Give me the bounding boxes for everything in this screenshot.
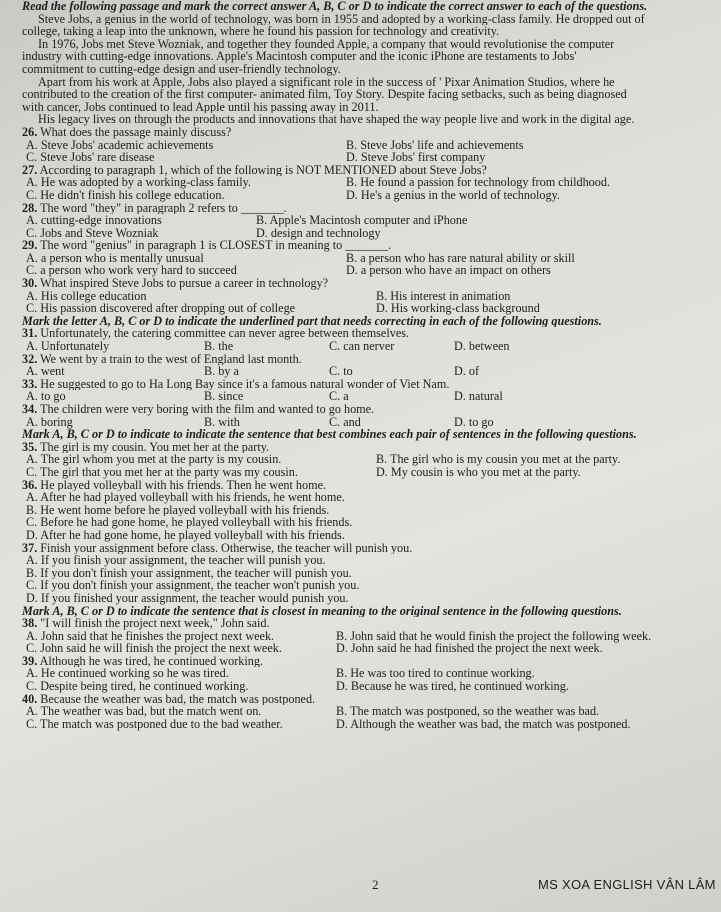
option-a[interactable]: A. went xyxy=(26,364,65,379)
option-a[interactable]: A. If you finish your assignment, the teacher will punish you. xyxy=(26,554,326,567)
question-stem: The girl is my cousin. You met her at the party. xyxy=(40,440,270,454)
option-a[interactable]: A. Steve Jobs' academic achievements xyxy=(26,137,214,152)
option-a[interactable]: A. boring xyxy=(26,414,73,429)
option-d[interactable]: D. of xyxy=(454,364,480,379)
option-a[interactable]: A. John said that he finishes the project next week. xyxy=(26,628,275,643)
question-31 xyxy=(22,327,712,352)
question-number: 35. xyxy=(22,440,38,454)
question-33 xyxy=(22,378,712,403)
option-b[interactable]: B. The girl who is my cousin you met at the party. xyxy=(376,452,621,467)
question-number: 38. xyxy=(22,617,38,630)
section-instruction: Mark the letter A, B, C or D to indicate the underlined part that needs correcting in each of the following questions. xyxy=(22,314,602,328)
option-d[interactable]: D. My cousin is who you met at the party. xyxy=(376,464,581,479)
question-number: 32. xyxy=(22,352,38,366)
passage-instruction: Read the following passage and mark the correct answer A, B, C or D to indicate the correct answer to each of the questions. xyxy=(22,0,648,13)
option-c[interactable]: C. a person who work very hard to succeed xyxy=(26,263,237,278)
question-number: 27. xyxy=(22,163,38,177)
passage-line: Apart from his work at Apple, Jobs also played a significant role in the success of ' Pixar Animation Studios, where he xyxy=(38,75,615,89)
question-stem: The word "they" in paragraph 2 refers to _______. xyxy=(40,201,287,215)
question-40 xyxy=(22,693,712,731)
question-number: 34. xyxy=(22,403,38,416)
passage-line: In 1976, Jobs met Steve Wozniak, and together they founded Apple, a company that would revolutionise the computer xyxy=(38,37,615,51)
option-d[interactable]: D. After he had gone home, he played volleyball with his friends. xyxy=(26,528,345,542)
question-37 xyxy=(22,542,712,605)
option-d[interactable]: D. His working-class background xyxy=(376,301,540,316)
option-b[interactable]: B. If you don't finish your assignment, the teacher will punish you. xyxy=(26,566,352,580)
question-stem: He played volleyball with his friends. Then he went home. xyxy=(40,478,327,492)
question-number: 31. xyxy=(22,327,38,341)
question-stem: He suggested to go to Ha Long Bay since it's a famous natural wonder of Viet Nam. xyxy=(40,377,450,391)
question-stem: What inspired Steve Jobs to pursue a career in technology? xyxy=(40,277,329,290)
question-29 xyxy=(22,239,712,277)
option-b[interactable]: B. He was too tired to continue working. xyxy=(336,666,535,681)
option-b[interactable]: B. the xyxy=(204,339,234,354)
option-a[interactable]: A. The girl whom you met at the party is my cousin. xyxy=(26,452,282,467)
question-number: 40. xyxy=(22,692,38,706)
option-d[interactable]: D. Steve Jobs' first company xyxy=(346,150,486,165)
option-c[interactable]: C. a xyxy=(329,389,349,404)
passage-line: contributed to the creation of the first computer- animated film, Toy Story. Despite facing setbacks, such as being diagnosed xyxy=(22,88,627,101)
question-stem: Although he was tired, he continued working. xyxy=(39,654,264,668)
question-28 xyxy=(22,202,712,240)
option-b[interactable]: B. He found a passion for technology from childhood. xyxy=(346,175,611,190)
option-c[interactable]: C. He didn't finish his college education. xyxy=(26,187,225,202)
option-b[interactable]: B. since xyxy=(204,389,244,404)
option-c[interactable]: C. Jobs and Steve Wozniak xyxy=(26,225,159,240)
option-b[interactable]: B. John said that he would finish the project the following week. xyxy=(336,628,652,643)
worksheet-content xyxy=(22,0,712,730)
option-d[interactable]: D. natural xyxy=(454,389,503,404)
option-c[interactable]: C. The girl that you met her at the party was my cousin. xyxy=(26,464,298,479)
option-c[interactable]: C. The match was postponed due to the bad weather. xyxy=(26,716,283,731)
question-stem: What does the passage mainly discuss? xyxy=(40,125,232,139)
passage-line: industry with cutting-edge innovations. Apple's Macintosh computer and the iconic iPhone are testaments to Jobs' xyxy=(22,50,577,63)
option-d[interactable]: D. He's a genius in the world of technology. xyxy=(346,187,560,202)
question-32 xyxy=(22,353,712,378)
option-a[interactable]: A. He continued working so he was tired. xyxy=(26,666,229,681)
option-b[interactable]: B. by a xyxy=(204,364,239,379)
passage-line: with cancer, Jobs continued to lead Apple until his passing away in 2011. xyxy=(22,100,379,114)
option-d[interactable]: D. Because he was tired, he continued working. xyxy=(336,679,569,694)
option-c[interactable]: C. and xyxy=(329,414,361,429)
option-b[interactable]: B. Apple's Macintosh computer and iPhone xyxy=(256,213,468,228)
option-d[interactable]: D. Although the weather was bad, the match was postponed. xyxy=(336,716,631,731)
option-b[interactable]: B. with xyxy=(204,414,240,429)
option-a[interactable]: A. to go xyxy=(26,389,66,404)
brand-label: MS XOA ENGLISH VÂN LÂM xyxy=(538,877,716,892)
option-b[interactable]: B. Steve Jobs' life and achievements xyxy=(346,137,524,152)
question-stem: Finish your assignment before class. Otherwise, the teacher will punish you. xyxy=(40,541,413,555)
question-stem: Because the weather was bad, the match was postponed. xyxy=(40,692,316,706)
page-number: 2 xyxy=(372,877,379,892)
question-stem: The children were very boring with the film and wanted to go home. xyxy=(40,403,375,416)
option-b[interactable]: B. The match was postponed, so the weather was bad. xyxy=(336,704,600,719)
question-35 xyxy=(22,441,712,479)
option-b[interactable]: B. He went home before he played volleyball with his friends. xyxy=(26,503,330,517)
question-number: 39. xyxy=(22,654,38,668)
option-d[interactable]: D. If you finished your assignment, the teacher would punish you. xyxy=(26,591,349,605)
question-39 xyxy=(22,655,712,693)
question-38 xyxy=(22,617,712,655)
question-26 xyxy=(22,126,712,164)
option-d[interactable]: D. John said he had finished the project the next week. xyxy=(336,641,603,656)
option-d[interactable]: D. a person who have an impact on others xyxy=(346,263,551,278)
option-a[interactable]: A. After he had played volleyball with his friends, he went home. xyxy=(26,491,345,504)
option-c[interactable]: C. Steve Jobs' rare disease xyxy=(26,150,155,165)
question-34 xyxy=(22,403,712,428)
option-d[interactable]: D. between xyxy=(454,339,510,354)
question-36 xyxy=(22,479,712,542)
question-number: 36. xyxy=(22,478,38,492)
option-c[interactable]: C. His passion discovered after dropping out of college xyxy=(26,301,296,316)
question-number: 33. xyxy=(22,377,38,391)
question-30 xyxy=(22,277,712,315)
question-number: 28. xyxy=(22,201,38,215)
passage-line: commitment to cutting-edge design and user-friendly technology. xyxy=(22,62,341,76)
option-a[interactable]: A. He was adopted by a working-class family. xyxy=(26,175,251,190)
option-c[interactable]: C. If you don't finish your assignment, the teacher won't punish you. xyxy=(26,579,360,592)
option-b[interactable]: B. a person who has rare natural ability or skill xyxy=(346,250,575,265)
question-stem: According to paragraph 1, which of the following is NOT MENTIONED about Steve Jobs? xyxy=(39,163,487,177)
option-c[interactable]: C. to xyxy=(329,364,353,379)
option-d[interactable]: D. to go xyxy=(454,414,494,429)
option-a[interactable]: A. Unfortunately xyxy=(26,339,110,354)
question-stem: Unfortunately, the catering committee can never agree between themselves. xyxy=(40,327,410,341)
question-stem: "I will finish the project next week," John said. xyxy=(40,617,270,630)
passage-line: college, taking a leap into the unknown, where he found his passion for technology and creativity. xyxy=(22,25,500,38)
section-instruction: Mark A, B, C or D to indicate to indicate the sentence that best combines each pair of sentences in the following questions. xyxy=(22,428,637,441)
option-a[interactable]: A. cutting-edge innovations xyxy=(26,213,162,228)
question-27 xyxy=(22,164,712,202)
question-number: 26. xyxy=(22,125,38,139)
question-number: 29. xyxy=(22,239,38,252)
option-c[interactable]: C. Before he had gone home, he played volleyball with his friends. xyxy=(26,516,353,529)
question-number: 37. xyxy=(22,541,38,555)
option-c[interactable]: C. John said he will finish the project the next week. xyxy=(26,641,282,656)
option-c[interactable]: C. Despite being tired, he continued working. xyxy=(26,679,249,694)
question-number: 30. xyxy=(22,277,38,290)
option-a[interactable]: A. a person who is mentally unusual xyxy=(26,250,204,265)
question-stem: We went by a train to the west of England last month. xyxy=(40,352,302,366)
passage-line: His legacy lives on through the products and innovations that have shaped the way people live and work in the digital age. xyxy=(38,113,635,126)
option-c[interactable]: C. can nerver xyxy=(329,339,395,354)
option-a[interactable]: A. The weather was bad, but the match went on. xyxy=(26,704,262,719)
question-stem: The word "genius" in paragraph 1 is CLOSEST in meaning to _______. xyxy=(40,239,391,252)
section-instruction: Mark A, B, C or D to indicate the sentence that is closest in meaning to the original sentence in the following questions. xyxy=(22,604,622,618)
option-a[interactable]: A. His college education xyxy=(26,288,147,303)
option-b[interactable]: B. His interest in animation xyxy=(376,288,511,303)
option-d[interactable]: D. design and technology xyxy=(256,225,381,240)
passage-line: Steve Jobs, a genius in the world of technology, was born in 1955 and adopted by a working-class family. He dropped out of xyxy=(38,12,645,26)
